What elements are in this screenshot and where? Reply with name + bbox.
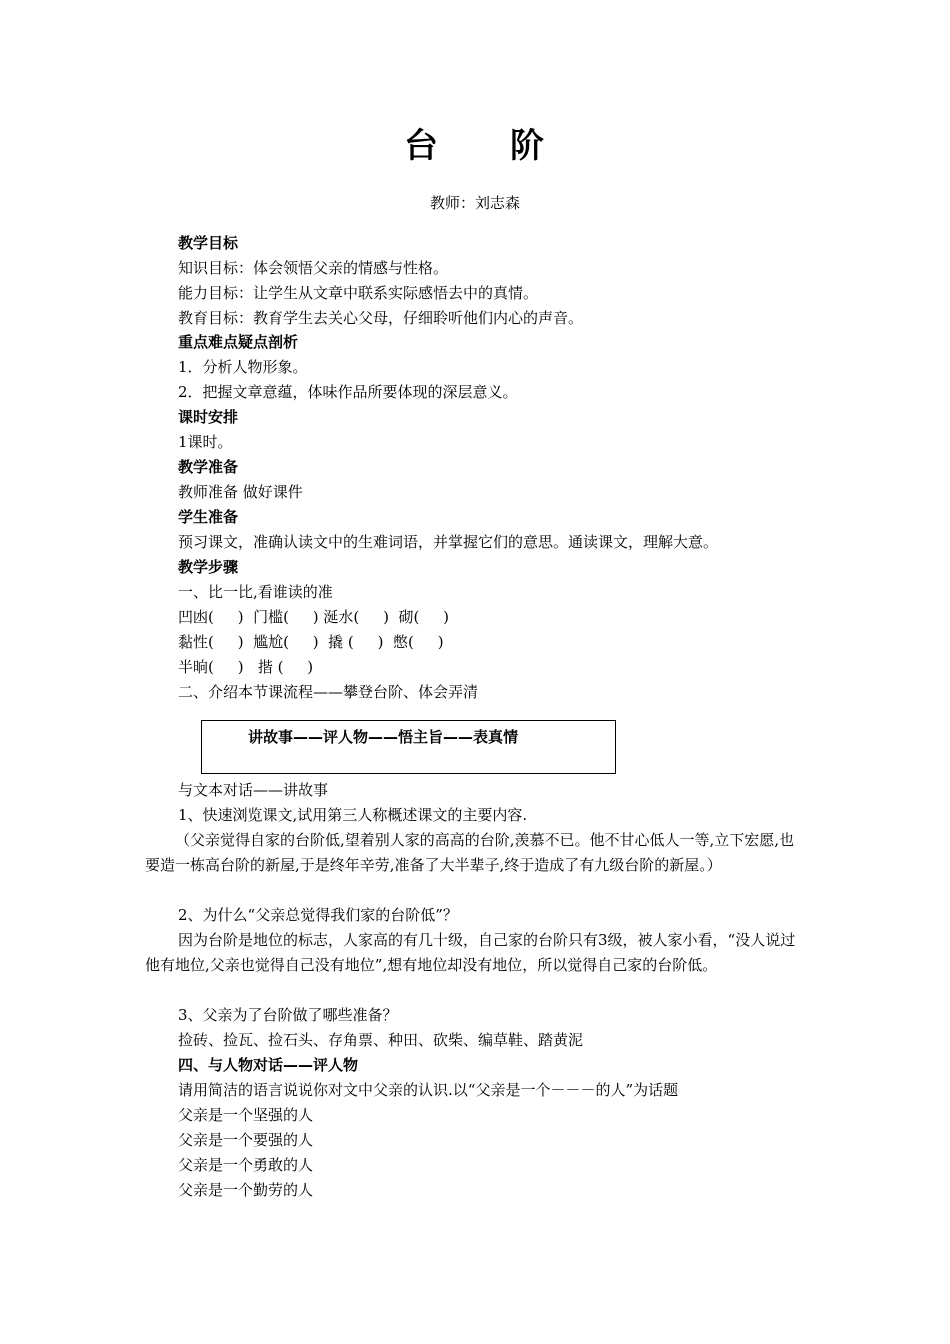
question-3: 3、父亲为了台阶做了哪些准备？ bbox=[178, 1006, 398, 1024]
answer-2: 因为台阶是地位的标志，人家高的有几十级，自己家的台阶只有3级，被人家小看，“没人说过他有地位,父亲也觉得自己没有地位”,想有地位却没有地位，所以觉得自己家的台阶低。 bbox=[145, 931, 796, 974]
schedule-text: 1课时。 bbox=[178, 433, 233, 451]
prep-text: 教师准备 做好课件 bbox=[178, 483, 303, 501]
step-2: 二、介绍本节课流程——攀登台阶、体会弄清 bbox=[178, 683, 479, 701]
teacher-name: 教师：刘志森 bbox=[429, 194, 520, 212]
title-char-2: 阶 bbox=[510, 126, 546, 166]
goal-education: 教育目标：教育学生去关心父母，仔细聆听他们内心的声音。 bbox=[178, 309, 584, 327]
question-2: 2、为什么“父亲总觉得我们家的台阶低”？ bbox=[178, 906, 458, 924]
answer-1: （父亲觉得自家的台阶低,望着别人家的高高的台阶,羡慕不已。他不甘心低人一等,立下宏愿,也要造一栋高台阶的新屋,于是终年辛劳,准备了大半辈子,终于造成了有九级台阶的新屋。） bbox=[145, 831, 795, 874]
student-prep-heading: 学生准备 bbox=[178, 508, 239, 526]
keypoint-2: 2．把握文章意蕴，体味作品所要体现的深层意义。 bbox=[178, 383, 518, 401]
dialog-heading: 与文本对话——讲故事 bbox=[178, 781, 329, 799]
word-row-3: 半晌( ) 揩 ( ) bbox=[178, 658, 314, 676]
step-4-heading: 四、与人物对话——评人物 bbox=[178, 1056, 359, 1074]
father-trait-2: 父亲是一个要强的人 bbox=[178, 1131, 314, 1149]
keypoints-heading: 重点难点疑点剖析 bbox=[178, 333, 299, 351]
question-1: 1、快速浏览课文,试用第三人称概述课文的主要内容. bbox=[178, 806, 528, 824]
steps-heading: 教学步骤 bbox=[178, 558, 239, 576]
answer-3: 捡砖、捡瓦、捡石头、存角票、种田、砍柴、编草鞋、踏黄泥 bbox=[178, 1031, 584, 1049]
step-1: 一、比一比,看谁读的准 bbox=[178, 583, 333, 601]
father-trait-1: 父亲是一个坚强的人 bbox=[178, 1106, 314, 1124]
keypoint-1: 1．分析人物形象。 bbox=[178, 358, 308, 376]
title-char-1: 台 bbox=[404, 126, 440, 166]
father-trait-3: 父亲是一个勇敢的人 bbox=[178, 1156, 314, 1174]
schedule-heading: 课时安排 bbox=[178, 408, 239, 426]
prep-heading: 教学准备 bbox=[178, 458, 239, 476]
father-trait-4: 父亲是一个勤劳的人 bbox=[178, 1181, 314, 1199]
word-row-1: 凹凼( ) 门槛( ) 涎水( ) 砌( ) bbox=[178, 608, 450, 626]
lesson-flow-box bbox=[201, 720, 616, 774]
lesson-flow-text: 讲故事——评人物——悟主旨——表真情 bbox=[248, 728, 519, 746]
goal-ability: 能力目标：让学生从文章中联系实际感悟去中的真情。 bbox=[178, 284, 539, 302]
step-4-prompt: 请用简洁的语言说说你对文中父亲的认识.以“父亲是一个－－－的人”为话题 bbox=[178, 1081, 679, 1099]
goals-heading: 教学目标 bbox=[178, 234, 239, 252]
word-row-2: 黏性( ) 尴尬( ) 撬 ( ) 憋( ) bbox=[178, 633, 444, 651]
page-title bbox=[0, 118, 950, 167]
goal-knowledge: 知识目标：体会领悟父亲的情感与性格。 bbox=[178, 259, 449, 277]
student-prep-text: 预习课文，准确认读文中的生难词语，并掌握它们的意思。通读课文，理解大意。 bbox=[178, 533, 719, 551]
